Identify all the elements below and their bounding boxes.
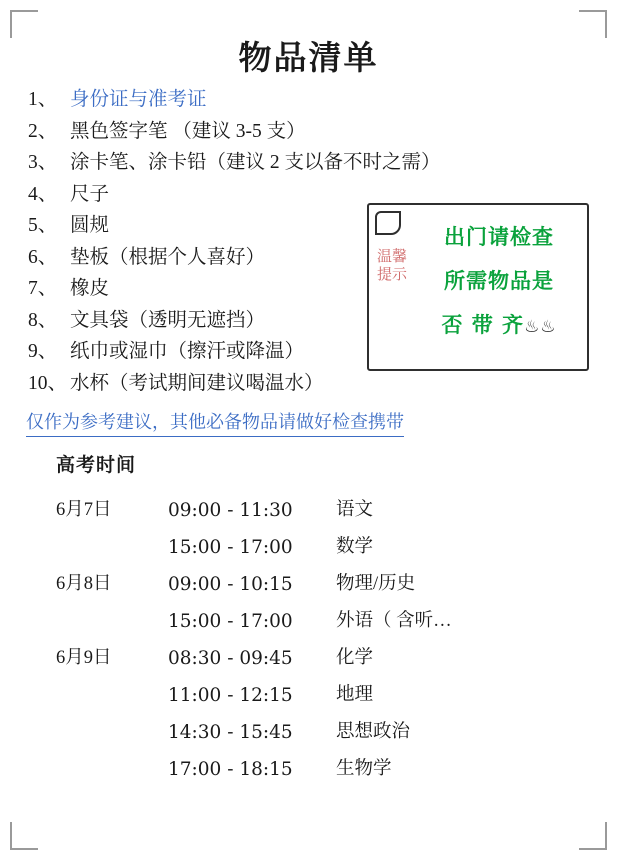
stamp-line-2: 所需物品是 xyxy=(444,269,554,293)
schedule-subject: 化学 xyxy=(336,648,374,668)
list-item-number: 4、 xyxy=(28,183,58,205)
schedule-subject: 思想政治 xyxy=(336,722,411,742)
table-row xyxy=(56,751,526,788)
schedule-time: 09:00 - 10:15 xyxy=(168,574,293,595)
schedule-subject: 物理/历史 xyxy=(336,574,416,594)
flame-icon: ♨♨ xyxy=(524,317,557,337)
schedule-subject: 生物学 xyxy=(336,759,392,779)
footnote-text: 仅作为参考建议，其他必备物品请做好检查携带 xyxy=(26,408,404,437)
list-item-label: 身份证与准考证 xyxy=(70,89,207,110)
stamp-line-3-text: 否 带 齐 xyxy=(441,313,525,337)
stamp-corner-icon xyxy=(375,211,401,235)
list-item-number: 1、 xyxy=(28,89,58,110)
list-item-label: 圆规 xyxy=(70,215,110,236)
stamp-line-1: 出门请检查 xyxy=(444,225,554,249)
schedule-date xyxy=(56,677,168,714)
list-item xyxy=(28,368,588,400)
list-item-label: 涂卡笔、涂卡铅（建议 2 支以备不时之需） xyxy=(70,152,441,173)
schedule-time: 15:00 - 17:00 xyxy=(168,537,293,558)
table-row xyxy=(56,640,526,677)
list-item-label: 纸巾或湿巾（擦汗或降温） xyxy=(70,341,305,362)
stamp-side-label: 温馨提示 xyxy=(377,247,408,283)
table-row xyxy=(56,714,526,751)
schedule-time: 14:30 - 15:45 xyxy=(168,722,293,743)
table-row xyxy=(56,492,526,529)
table-row xyxy=(56,603,526,640)
stamp-line-3 xyxy=(413,303,585,349)
list-item xyxy=(28,147,588,179)
schedule-date: 6月8日 xyxy=(56,574,112,594)
schedule-time: 09:00 - 11:30 xyxy=(168,500,293,521)
list-item-number: 2、 xyxy=(28,120,58,142)
schedule-date xyxy=(56,751,168,788)
reminder-stamp xyxy=(367,203,589,371)
schedule-date: 6月9日 xyxy=(56,648,112,668)
list-item-number: 8、 xyxy=(28,309,58,331)
table-row xyxy=(56,677,526,714)
schedule-subject: 语文 xyxy=(336,500,374,520)
exam-schedule-table xyxy=(56,492,526,788)
schedule-date xyxy=(56,603,168,640)
crop-mark-bottom-right xyxy=(579,822,607,850)
schedule-title: 高考时间 xyxy=(56,455,137,476)
schedule-time: 17:00 - 18:15 xyxy=(168,759,293,780)
list-item-number: 5、 xyxy=(28,215,58,236)
list-item xyxy=(28,84,588,116)
schedule-subject: 地理 xyxy=(336,685,374,705)
list-item-label: 文具袋（透明无遮挡） xyxy=(70,309,266,331)
schedule-date xyxy=(56,714,168,751)
list-item-label: 黑色签字笔 （建议 3-5 支） xyxy=(70,120,306,142)
list-item-number: 9、 xyxy=(28,341,58,362)
schedule-subject: 数学 xyxy=(336,537,374,557)
list-item-number: 3、 xyxy=(28,152,58,173)
stamp-message xyxy=(413,215,585,349)
list-item-label: 垫板（根据个人喜好） xyxy=(70,246,266,268)
list-item-label: 橡皮 xyxy=(70,278,110,299)
list-item-label: 水杯（考试期间建议喝温水） xyxy=(70,372,324,394)
list-item-number: 10、 xyxy=(28,372,68,394)
schedule-time: 11:00 - 12:15 xyxy=(168,685,293,706)
schedule-subject: 外语（ 含听… xyxy=(336,611,452,631)
table-row xyxy=(56,566,526,603)
list-item-number: 7、 xyxy=(28,278,58,299)
list-item-label: 尺子 xyxy=(70,183,110,205)
schedule-time: 15:00 - 17:00 xyxy=(168,611,293,632)
list-item xyxy=(28,116,588,148)
schedule-date: 6月7日 xyxy=(56,500,112,520)
schedule-date xyxy=(56,529,168,566)
list-item-number: 6、 xyxy=(28,246,58,268)
crop-mark-bottom-left xyxy=(10,822,38,850)
schedule-time: 08:30 - 09:45 xyxy=(168,648,293,669)
table-row xyxy=(56,529,526,566)
page-title: 物品清单 xyxy=(238,38,379,77)
